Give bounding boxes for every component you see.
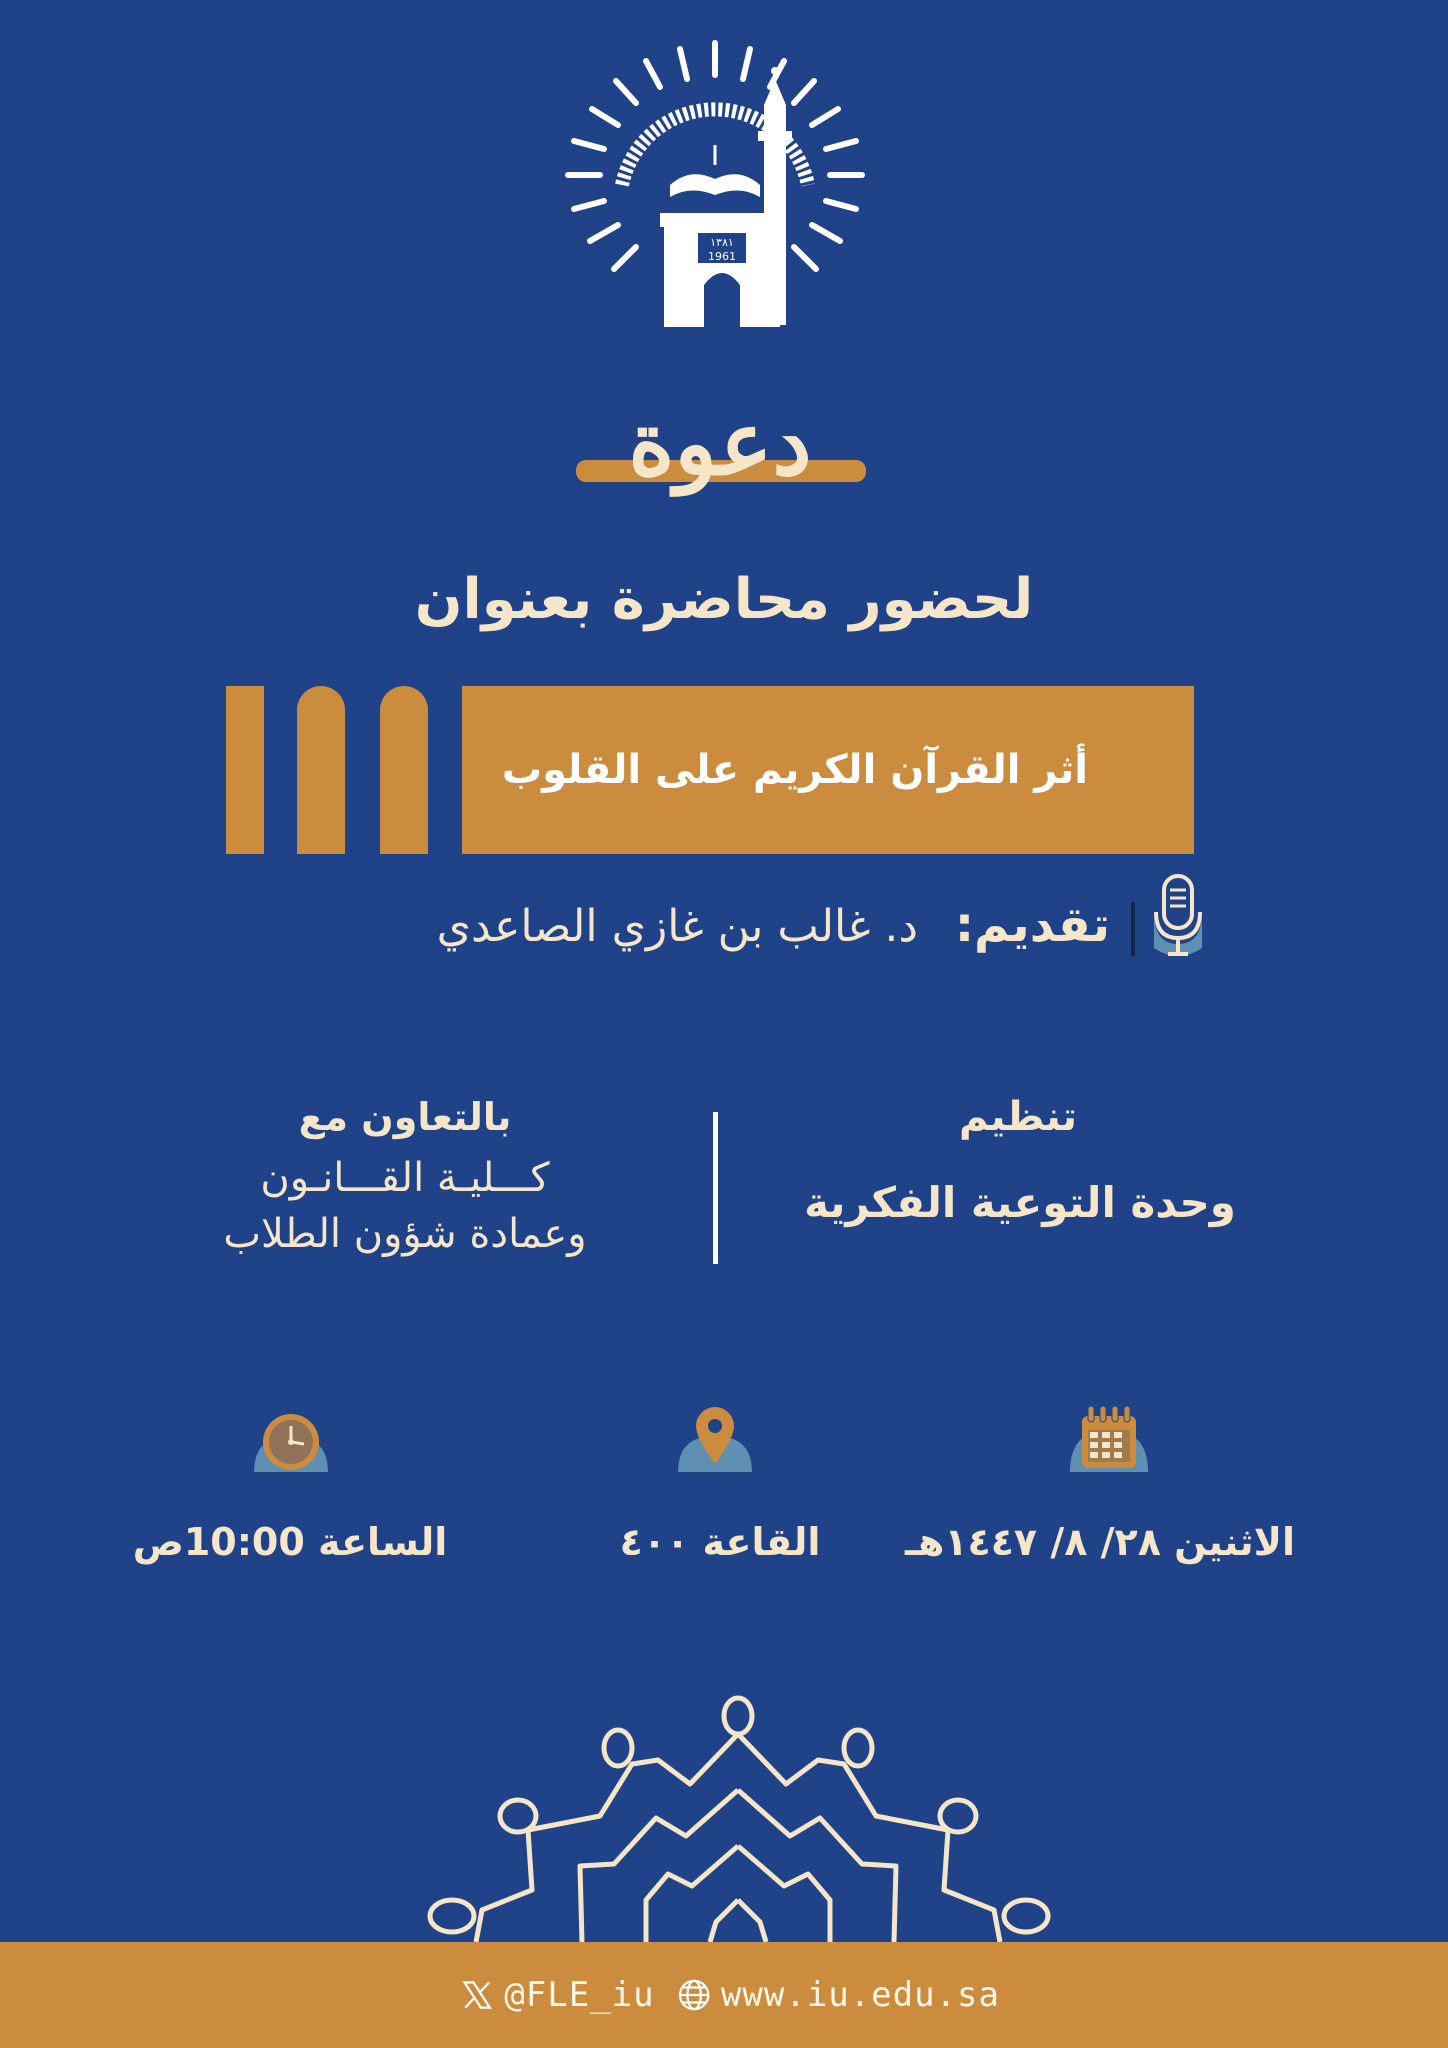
calligraphy-text: دعوة <box>628 391 812 495</box>
collaboration-label: بالتعاون مع <box>298 1095 512 1139</box>
social-handle[interactable]: @FLE_iu <box>504 1975 655 2015</box>
collaborator-faculty: كـــليـة القـــانـون <box>260 1155 550 1201</box>
banner-stripe <box>226 686 264 854</box>
section-divider <box>713 1112 718 1264</box>
collaborator-deanship: وعمادة شؤون الطلاب <box>223 1211 587 1257</box>
calendar-icon <box>1064 1402 1154 1474</box>
intro-text: لحضور محاضرة بعنوان <box>414 567 1034 632</box>
organizer-label: تنظيم <box>958 1094 1077 1140</box>
decorative-ornament <box>420 1690 1060 1950</box>
banner-arch <box>380 686 428 854</box>
banner-arch <box>297 686 345 854</box>
microphone-icon <box>1146 872 1210 962</box>
globe-icon <box>677 1972 711 2018</box>
event-location: القاعة ٤٠٠ <box>619 1520 821 1564</box>
clock-icon <box>246 1402 336 1474</box>
event-time: الساعة 10:00ص <box>132 1520 448 1564</box>
event-date: الاثنين ٢٨/ ٨/ ١٤٤٧هـ <box>905 1520 1295 1564</box>
x-logo-icon[interactable] <box>460 1972 494 2018</box>
website-link[interactable]: www.iu.edu.sa <box>720 1975 1000 2015</box>
svg-text:١٣٨١: ١٣٨١ <box>710 236 734 249</box>
location-pin-icon <box>670 1402 760 1474</box>
invitation-calligraphy <box>560 380 880 520</box>
university-logo <box>560 35 870 335</box>
lecture-title-banner <box>462 686 1194 854</box>
lecture-title: أثر القرآن الكريم على القلوب <box>501 747 1088 793</box>
organizer-name: وحدة التوعية الفكرية <box>804 1178 1236 1227</box>
footer-bar <box>0 1942 1448 2048</box>
presenter-label: تقديم: <box>954 897 1110 953</box>
presenter-name: د. غالب بن غازي الصاعدي <box>436 901 918 952</box>
svg-text:1961: 1961 <box>708 250 736 263</box>
presenter-divider <box>1131 902 1135 956</box>
